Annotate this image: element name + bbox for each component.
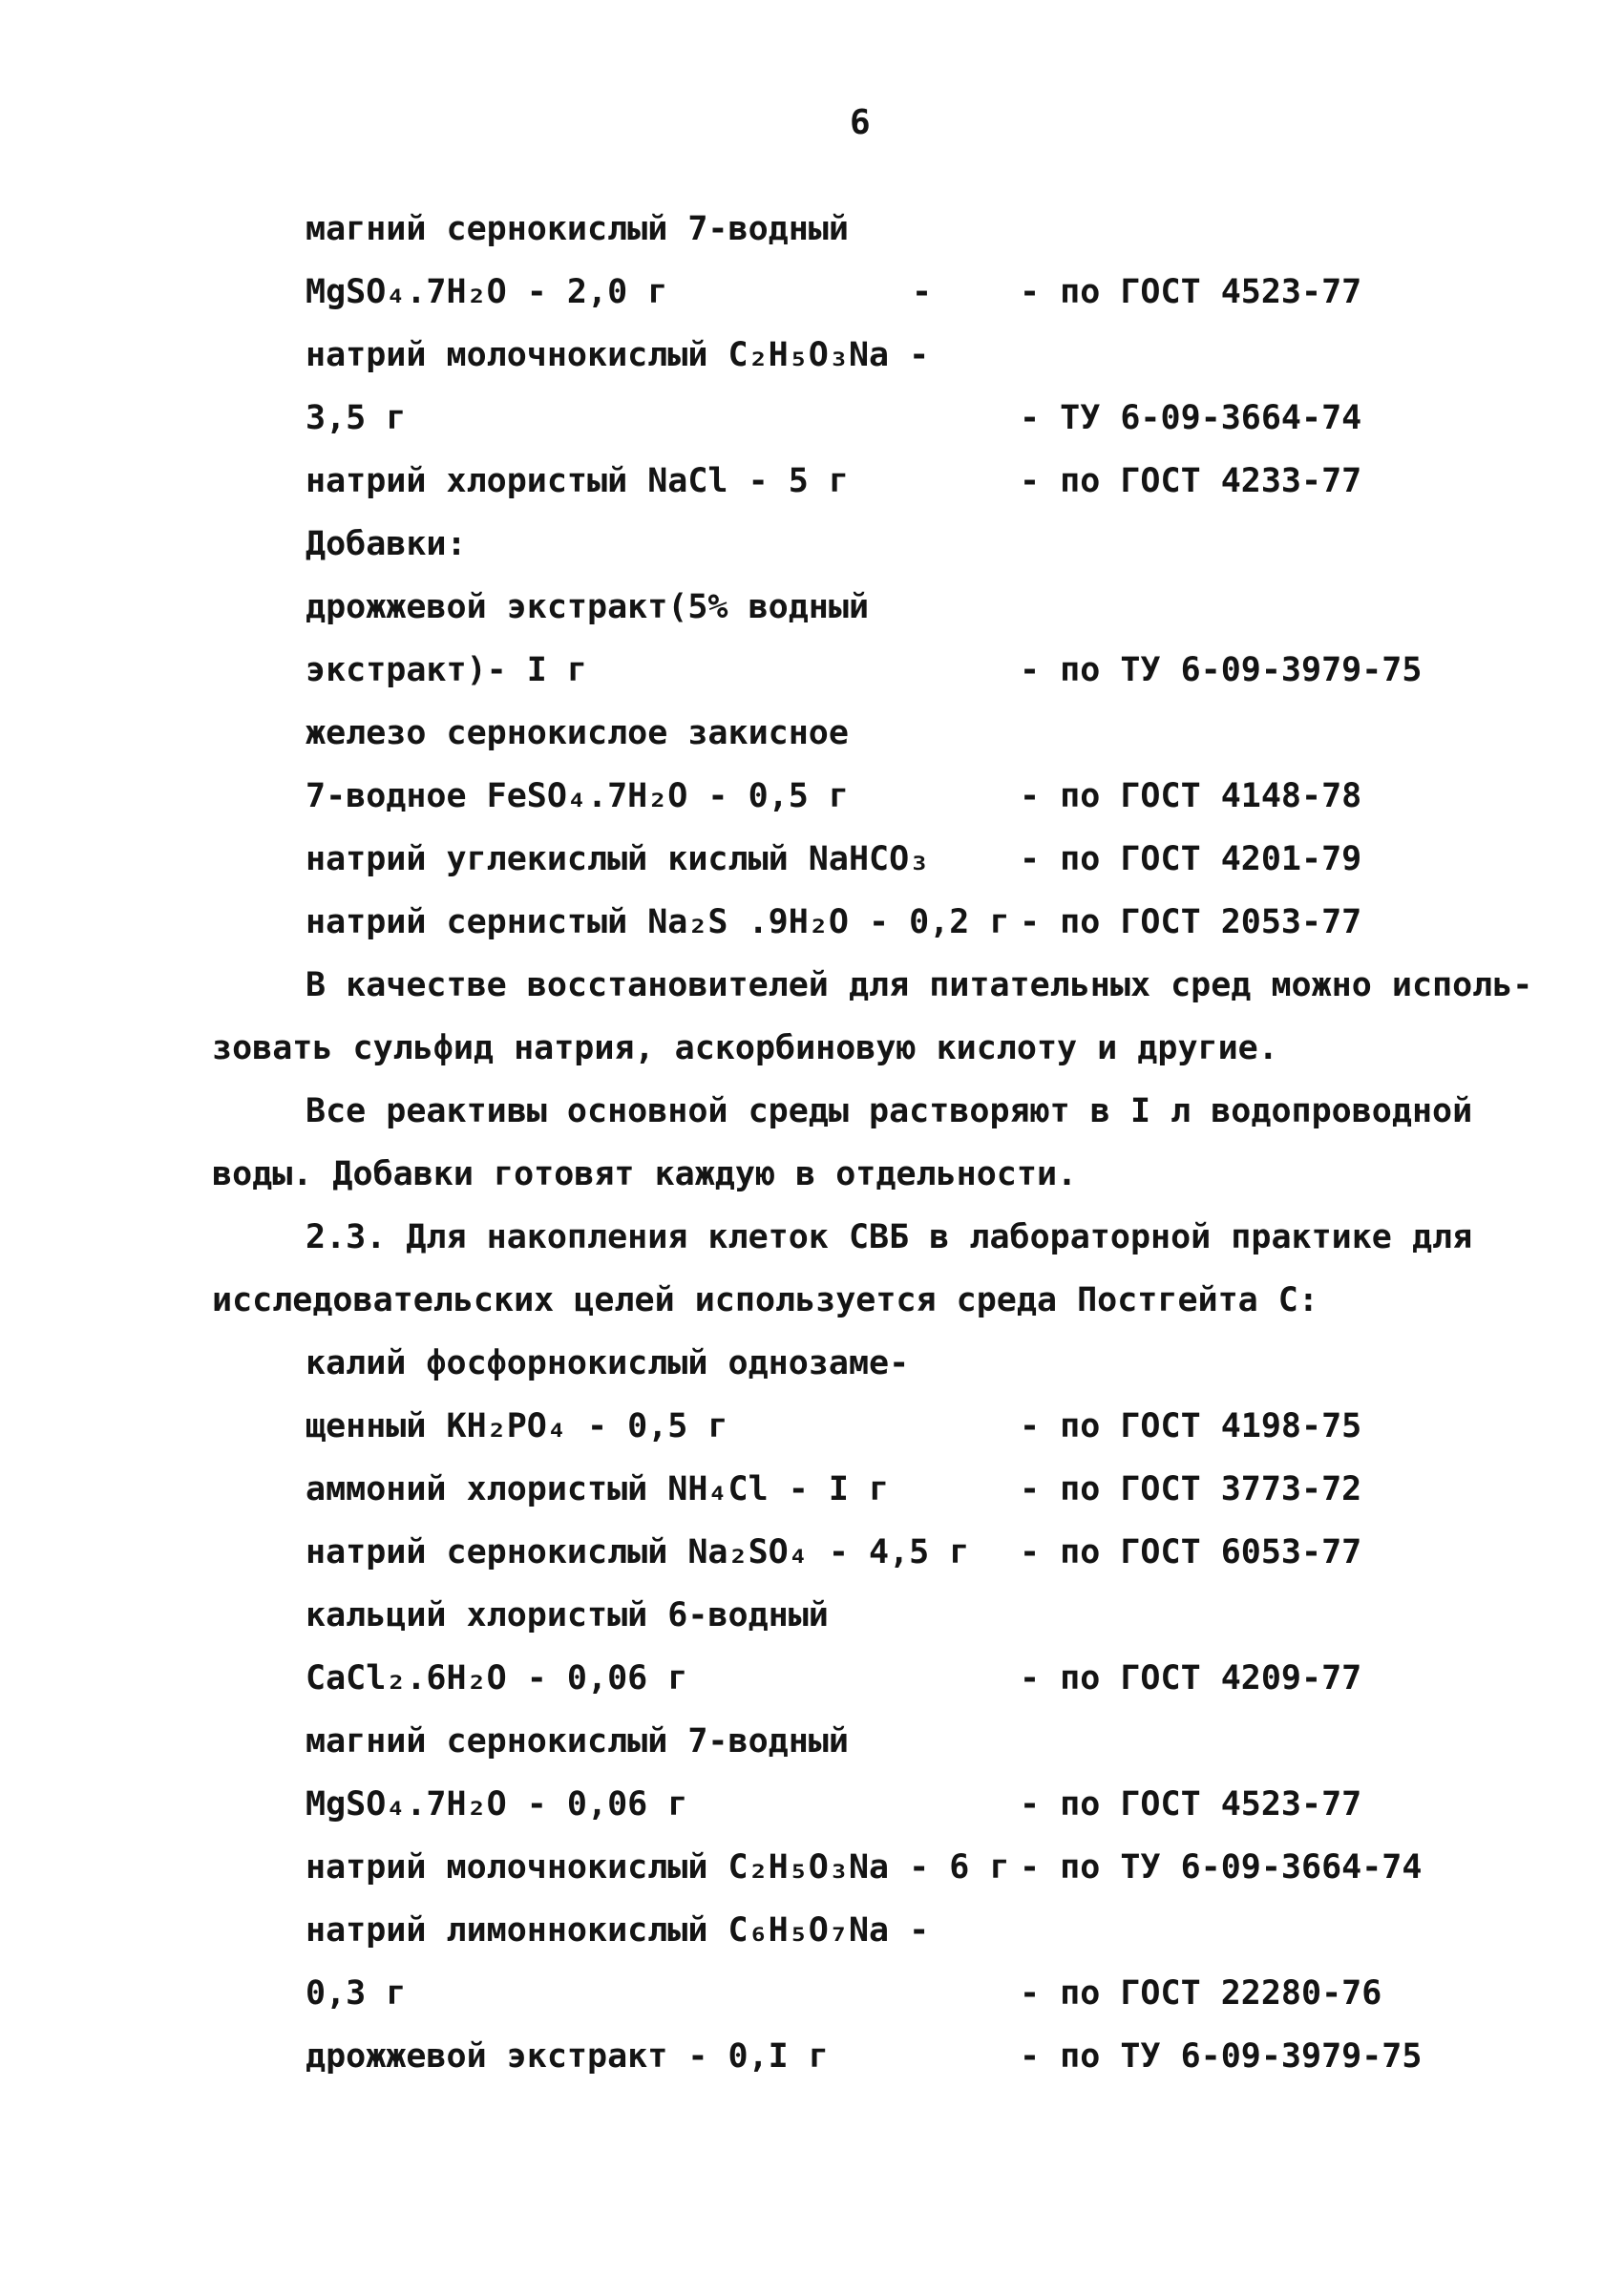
list-item-text: дрожжевой экстракт(5% водный [306,588,870,626]
standard-reference: - по ГОСТ 4233-77 [1020,462,1362,500]
page-number: 6 [850,103,871,142]
paragraph-line: 2.3. Для накопления клеток СВБ в лабораторной практике для [306,1218,1473,1256]
list-item-text: магний сернокислый 7-водный [306,210,849,248]
standard-reference: - по ТУ 6-09-3979-75 [1020,651,1423,689]
standard-reference: - по ГОСТ 4198-75 [1020,1407,1362,1445]
list-item-text: железо сернокислое закисное [306,714,849,752]
list-item-text: натрий сернокислый Na₂SO₄ - 4,5 г [306,1533,970,1571]
paragraph-line: Все реактивы основной среды растворяют в I л водопроводной [306,1092,1473,1130]
list-item-text: MgSO₄.7H₂O - 2,0 г [306,273,668,311]
standard-reference: - по ГОСТ 4523-77 [1020,1785,1362,1824]
list-item-text: натрий молочнокислый C₂H₅O₃Na - 6 г [306,1848,1010,1887]
separator-dash: - [912,273,933,311]
paragraph-line: воды. Добавки готовят каждую в отдельности. [212,1155,1078,1193]
list-item-text: аммоний хлористый NH₄Cl - I г [306,1470,890,1508]
list-item-text: 0,3 г [306,1974,407,2013]
standard-reference: - по ГОСТ 22280-76 [1020,1974,1382,2013]
standard-reference: - по ТУ 6-09-3664-74 [1020,1848,1423,1887]
standard-reference: - ТУ 6-09-3664-74 [1020,399,1362,437]
paragraph-line: зовать сульфид натрия, аскорбиновую кислоту и другие. [212,1029,1278,1067]
list-item-text: 7-водное FeSO₄.7H₂O - 0,5 г [306,777,849,815]
list-item-text: щенный KH₂PO₄ - 0,5 г [306,1407,728,1445]
standard-reference: - по ГОСТ 2053-77 [1020,903,1362,941]
standard-reference: - по ГОСТ 3773-72 [1020,1470,1362,1508]
list-item-text: натрий хлористый NaCl - 5 г [306,462,849,500]
standard-reference: - по ГОСТ 4209-77 [1020,1659,1362,1697]
standard-reference: - по ГОСТ 4201-79 [1020,840,1362,878]
section-heading: Добавки: [306,525,467,563]
paragraph-line: В качестве восстановителей для питательных сред можно исполь- [306,966,1533,1004]
list-item-text: MgSO₄.7H₂O - 0,06 г [306,1785,688,1824]
list-item-text: дрожжевой экстракт - 0,I г [306,2037,829,2076]
standard-reference: - по ГОСТ 4148-78 [1020,777,1362,815]
list-item-text: натрий сернистый Na₂S .9H₂O - 0,2 г [306,903,1010,941]
standard-reference: - по ТУ 6-09-3979-75 [1020,2037,1423,2076]
list-item-text: натрий лимоннокислый C₆H₅O₇Na - [306,1911,930,1950]
list-item-text: калий фосфорнокислый однозаме- [306,1344,910,1382]
list-item-text: экстракт)- I г [306,651,588,689]
list-item-text: натрий молочнокислый C₂H₅O₃Na - [306,336,930,374]
standard-reference: - по ГОСТ 4523-77 [1020,273,1362,311]
list-item-text: CaCl₂.6H₂O - 0,06 г [306,1659,688,1697]
list-item-text: магний сернокислый 7-водный [306,1722,849,1760]
list-item-text: кальций хлористый 6-водный [306,1596,829,1634]
paragraph-line: исследовательских целей используется среда Постгейта С: [212,1281,1318,1319]
list-item-text: натрий углекислый кислый NaHCO₃ [306,840,930,878]
standard-reference: - по ГОСТ 6053-77 [1020,1533,1362,1571]
list-item-text: 3,5 г [306,399,407,437]
